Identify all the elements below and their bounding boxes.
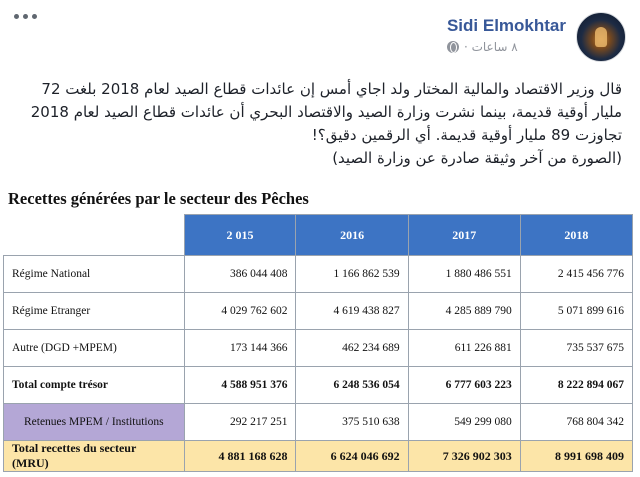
table-row xyxy=(4,256,633,293)
table-row xyxy=(4,293,633,330)
row-label: Retenues MPEM / Institutions xyxy=(4,404,185,441)
cell-value: 4 881 168 628 xyxy=(184,441,296,472)
post-text-line: تجاوزت 89 مليار أوقية قديمة. أي الرقمين دقيق؟! xyxy=(311,126,622,144)
table-row-retenues xyxy=(4,404,633,441)
row-label: Autre (DGD +MPEM) xyxy=(4,330,185,367)
cell-value: 173 144 366 xyxy=(184,330,296,367)
post-text xyxy=(22,78,622,170)
year-header: 2 015 xyxy=(184,215,296,256)
year-header: 2018 xyxy=(520,215,632,256)
row-label: Total compte trésor xyxy=(4,367,185,404)
cell-value: 6 624 046 692 xyxy=(296,441,408,472)
table-header-row xyxy=(4,215,633,256)
cell-value: 4 285 889 790 xyxy=(408,293,520,330)
cell-value: 1 166 862 539 xyxy=(296,256,408,293)
cell-value: 611 226 881 xyxy=(408,330,520,367)
cell-value: 375 510 638 xyxy=(296,404,408,441)
post-header xyxy=(447,12,626,62)
cell-value: 462 234 689 xyxy=(296,330,408,367)
cell-value: 7 326 902 303 xyxy=(408,441,520,472)
cell-value: 292 217 251 xyxy=(184,404,296,441)
cell-value: 2 415 456 776 xyxy=(520,256,632,293)
cell-value: 6 248 536 054 xyxy=(296,367,408,404)
revenue-table xyxy=(3,214,633,472)
table-corner xyxy=(4,215,185,256)
table-row xyxy=(4,330,633,367)
post-text-line: مليار أوقية قديمة، بينما نشرت وزارة الصيد والاقتصاد البحري أن عائدات قطاع الصيد لعام 2018 xyxy=(30,103,622,121)
cell-value: 768 804 342 xyxy=(520,404,632,441)
row-label: Régime National xyxy=(4,256,185,293)
cell-value: 386 044 408 xyxy=(184,256,296,293)
post-text-line: قال وزير الاقتصاد والمالية المختار ولد اجاي أمس إن عائدات قطاع الصيد لعام 2018 بلغت 72 xyxy=(41,80,622,98)
document-title: Recettes générées par le secteur des Pêches xyxy=(8,189,309,208)
cell-value: 8 991 698 409 xyxy=(520,441,632,472)
row-label: Régime Etranger xyxy=(4,293,185,330)
table-row-total-tresor xyxy=(4,367,633,404)
post-time[interactable]: ٨ ساعات · xyxy=(463,40,518,54)
table-row-total-secteur xyxy=(4,441,633,472)
post-text-line: (الصورة من آخر وثيقة صادرة عن وزارة الصيد) xyxy=(332,149,622,167)
post-meta xyxy=(447,40,566,54)
cell-value: 4 619 438 827 xyxy=(296,293,408,330)
row-label: Total recettes du secteur (MRU) xyxy=(4,441,185,472)
cell-value: 735 537 675 xyxy=(520,330,632,367)
cell-value: 5 071 899 616 xyxy=(520,293,632,330)
cell-value: 4 588 951 376 xyxy=(184,367,296,404)
cell-value: 549 299 080 xyxy=(408,404,520,441)
author-name[interactable]: Sidi Elmokhtar xyxy=(446,16,566,35)
cell-value: 6 777 603 223 xyxy=(408,367,520,404)
cell-value: 1 880 486 551 xyxy=(408,256,520,293)
more-options-icon[interactable] xyxy=(14,14,37,19)
year-header: 2016 xyxy=(296,215,408,256)
author-block xyxy=(447,12,566,54)
year-header: 2017 xyxy=(408,215,520,256)
cell-value: 4 029 762 602 xyxy=(184,293,296,330)
globe-icon[interactable] xyxy=(447,41,459,53)
cell-value: 8 222 894 067 xyxy=(520,367,632,404)
avatar[interactable] xyxy=(576,12,626,62)
